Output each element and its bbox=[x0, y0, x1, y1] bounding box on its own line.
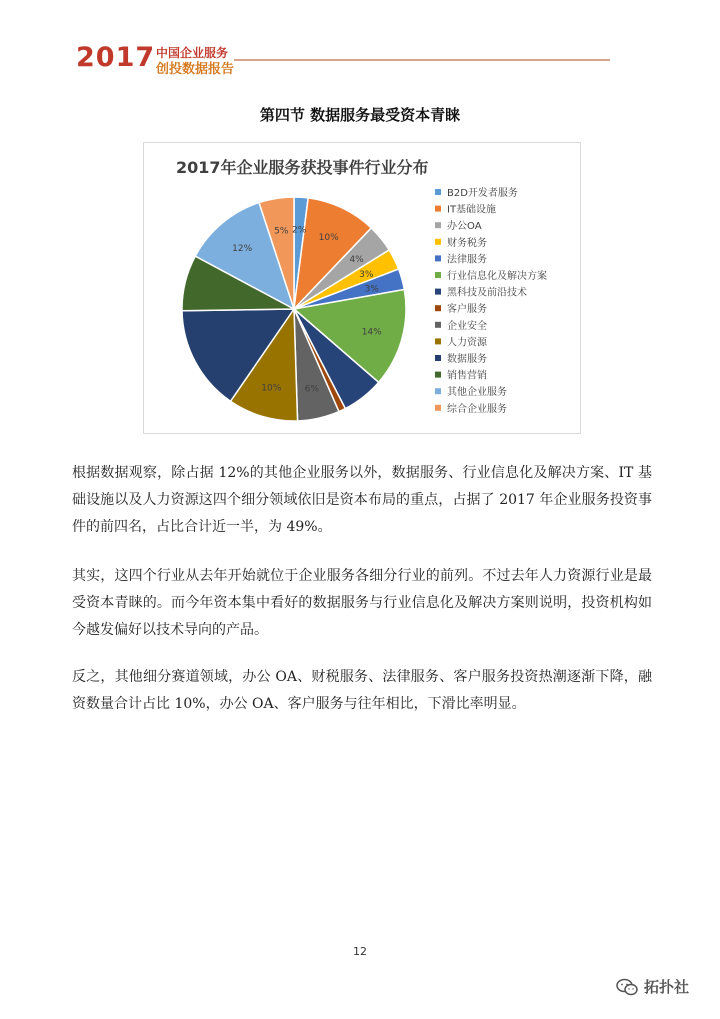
legend-swatch bbox=[435, 239, 441, 245]
legend-label: 销售营销 bbox=[447, 370, 487, 382]
legend-label: IT基础设施 bbox=[447, 204, 497, 216]
legend-swatch bbox=[435, 355, 441, 361]
logo-line1: 中国企业服务 bbox=[156, 46, 229, 60]
legend-swatch bbox=[435, 222, 441, 228]
slice-label: 10% bbox=[318, 233, 339, 244]
slice-label: 2% bbox=[291, 225, 307, 236]
legend-swatch bbox=[435, 372, 441, 378]
legend-label: B2D开发者服务 bbox=[447, 188, 518, 199]
pie-chart-svg bbox=[144, 143, 580, 433]
paragraph-3: 反之，其他细分赛道领域，办公 OA、财税服务、法律服务、客户服务投资热潮逐渐下降，融资数量合计占比 10%，办公 OA、客户服务与往年相比，下滑比率明显。 bbox=[72, 669, 652, 712]
legend-label: 企业安全 bbox=[447, 320, 487, 332]
legend-label: 其他企业服务 bbox=[447, 387, 507, 399]
legend-label: 人力资源 bbox=[447, 337, 487, 349]
logo-year: 2017 bbox=[76, 42, 156, 73]
slice-label: 14% bbox=[361, 327, 382, 338]
pie-chart bbox=[143, 142, 581, 434]
legend-label: 综合企业服务 bbox=[447, 403, 507, 415]
slice-label: 3% bbox=[364, 284, 379, 295]
watermark-text: 拓扑社 bbox=[644, 978, 690, 996]
logo-line2: 创投数据报告 bbox=[156, 62, 235, 77]
slice-label: 12% bbox=[232, 244, 253, 255]
paragraph-1: 根据数据观察，除占据 12%的其他企业服务以外，数据服务、行业信息化及解决方案、IT 基础设施以及人力资源这四个细分领域依旧是资本布局的重点，占据了 2017 年企业服务投资事件的前四名，占比合计近一半，为 49%。 bbox=[72, 465, 652, 535]
legend-swatch bbox=[435, 388, 441, 394]
wechat-icon bbox=[616, 978, 638, 996]
slice-label: 4% bbox=[349, 255, 364, 266]
slice-label: 6% bbox=[304, 384, 319, 395]
report-header bbox=[0, 0, 720, 80]
legend-label: 客户服务 bbox=[447, 304, 487, 316]
header-divider bbox=[234, 59, 610, 61]
legend-label: 黑科技及前沿技术 bbox=[447, 287, 527, 299]
legend-swatch bbox=[435, 255, 441, 261]
legend-swatch bbox=[435, 189, 441, 195]
page-number: 12 bbox=[353, 945, 367, 958]
legend-swatch bbox=[435, 305, 441, 311]
slice-label: 5% bbox=[274, 226, 289, 237]
section-title: 第四节 数据服务最受资本青睐 bbox=[259, 106, 461, 124]
legend-swatch bbox=[435, 338, 441, 344]
legend-label: 法律服务 bbox=[447, 254, 487, 266]
chart-legend bbox=[435, 186, 547, 415]
legend-swatch bbox=[435, 206, 441, 212]
slice-label: 10% bbox=[261, 383, 282, 394]
legend-label: 财务税务 bbox=[447, 237, 487, 249]
legend-label: 行业信息化及解决方案 bbox=[447, 271, 547, 282]
legend-swatch bbox=[435, 289, 441, 295]
legend-label: 办公OA bbox=[447, 221, 482, 233]
legend-swatch bbox=[435, 405, 441, 411]
paragraph-2: 其实，这四个行业从去年开始就位于企业服务各细分行业的前列。不过去年人力资源行业是最受资本青睐的。而今年资本集中看好的数据服务与行业信息化及解决方案则说明，投资机构如今越发偏好以技术导向的产品。 bbox=[72, 568, 652, 638]
watermark bbox=[616, 976, 689, 997]
chart-title: 2017年企业服务获投事件行业分布 bbox=[176, 158, 429, 177]
legend-swatch bbox=[435, 272, 441, 278]
slice-label: 3% bbox=[359, 270, 374, 281]
legend-label: 数据服务 bbox=[447, 354, 487, 365]
legend-swatch bbox=[435, 322, 441, 328]
